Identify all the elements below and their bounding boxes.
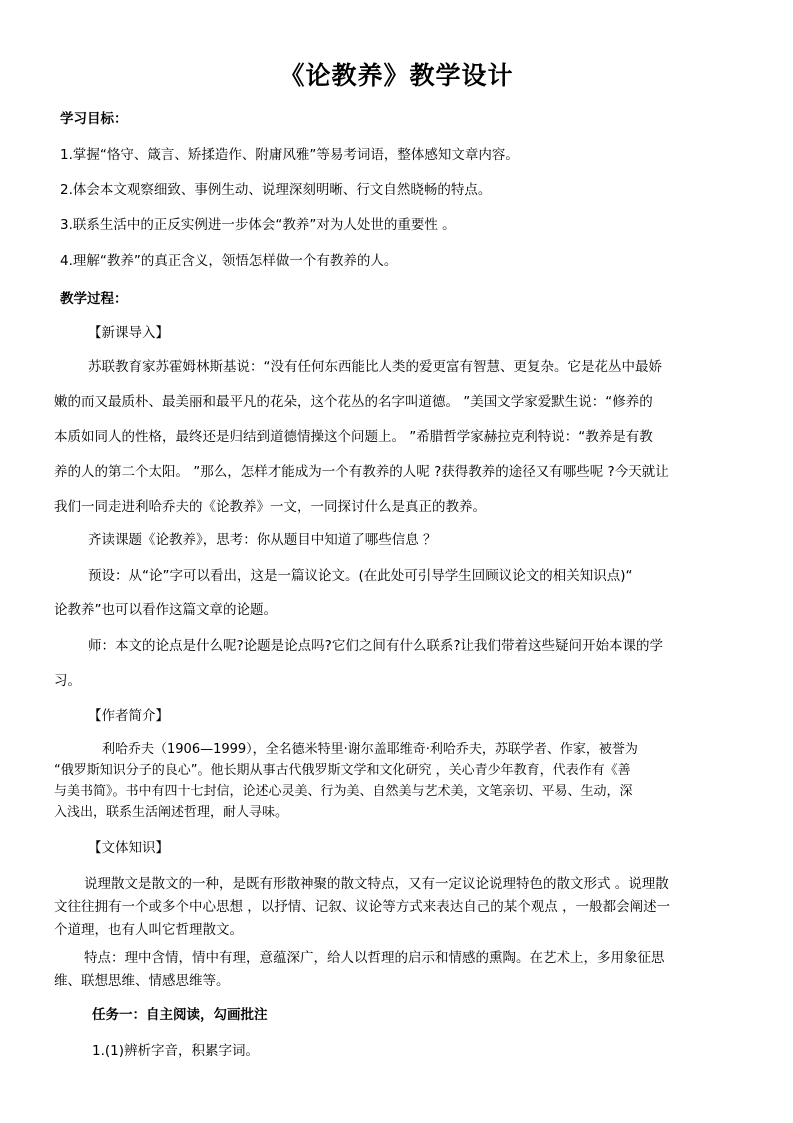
intro-line: 养的人的第二个太阳。 ”那么，怎样才能成为一个有教养的人呢 ?获得教养的途径又有哪些呢 ?今天就让 <box>54 464 669 480</box>
genre-heading: 【文体知识】 <box>88 840 169 856</box>
author-heading: 【作者简介】 <box>88 708 169 724</box>
author-line: 利哈乔夫（1906—1999），全名德米特里·谢尔盖耶维奇·利哈乔夫，苏联学者、作家，被誉为 <box>102 742 638 757</box>
task1-item: 1.(1)辨析字音，积累字词。 <box>92 1043 260 1059</box>
page-title: 《论教养》教学设计 <box>279 61 514 90</box>
intro-line: 嫩的而又最质朴、最美丽和最平凡的花朵，这个花丛的名字叫道德。 ”美国文学家爱默生说：“修养的 <box>54 394 653 410</box>
genre-line: 说理散文是散文的一种，是既有形散神聚的散文特点，又有一定议论说理特色的散文形式 。说理散 <box>84 876 669 892</box>
process-heading: 教学过程： <box>60 291 128 307</box>
objective-item: 1.掌握“恪守、箴言、矫揉造作、附庸风雅”等易考词语，整体感知文章内容。 <box>60 147 519 163</box>
feature-line: 维、联想思维、情感思维等。 <box>54 973 230 989</box>
preset-line: 预设：从“论”字可以看出，这是一篇议论文。(在此处可引导学生回顾议论文的相关知识点)“ <box>88 568 633 584</box>
intro-line: 我们一同走进利哈乔夫的《论教养》一文，一同探讨什么是真正的教养。 <box>54 499 486 515</box>
intro-line: 本质如同人的性格，最终还是归结到道德情操这个问题上。 ”希腊哲学家赫拉克利特说：“教养是有教 <box>54 429 653 445</box>
objectives-heading: 学习目标： <box>60 111 128 127</box>
author-line: “俄罗斯知识分子的良心”。他长期从事古代俄罗斯文学和文化研究 ，关心青少年教育，代表作有《善 <box>54 763 631 778</box>
teacher-line: 习。 <box>54 673 81 689</box>
teacher-line: 师：本文的论点是什么呢?论题是论点吗?它们之间有什么联系?让我们带着这些疑问开始本课的学 <box>88 638 663 654</box>
task1-heading: 任务一：自主阅读，勾画批注 <box>92 1007 268 1023</box>
feature-line: 特点：理中含情，情中有理，意蕴深广，给人以哲理的启示和情感的熏陶。在艺术上，多用象征思 <box>84 950 665 966</box>
genre-line: 个道理，也有人叫它哲理散文。 <box>54 922 243 938</box>
objective-item: 2.体会本文观察细致、事例生动、说理深刻明晰、行文自然晓畅的特点。 <box>60 182 492 198</box>
intro-heading: 【新课导入】 <box>88 325 169 341</box>
read-prompt: 齐读课题《论教养》，思考：你从题目中知道了哪些信息 ？ <box>88 532 437 548</box>
genre-line: 文往往拥有一个或多个中心思想 ，以抒情、记叙、议论等方式来表达自己的某个观点 ，一般都会阐述一 <box>54 899 671 915</box>
objective-item: 4.理解“教养”的真正含义，领悟怎样做一个有教养的人。 <box>60 253 398 269</box>
author-line: 与美书简》。书中有四十七封信，论述心灵美、行为美、自然美与艺术美，文笔亲切、平易、生动，深 <box>54 784 633 799</box>
objective-item: 3.联系生活中的正反实例进一步体会“教养”对为人处世的重要性 。 <box>60 217 456 233</box>
author-line: 入浅出，联系生活阐述哲理，耐人寻味。 <box>54 805 289 820</box>
intro-line: 苏联教育家苏霍姆林斯基说：“没有任何东西能比人类的爱更富有智慧、更复杂。它是花丛中最娇 <box>88 359 662 375</box>
preset-line: 论教养”也可以看作这篇文章的论题。 <box>54 602 277 618</box>
